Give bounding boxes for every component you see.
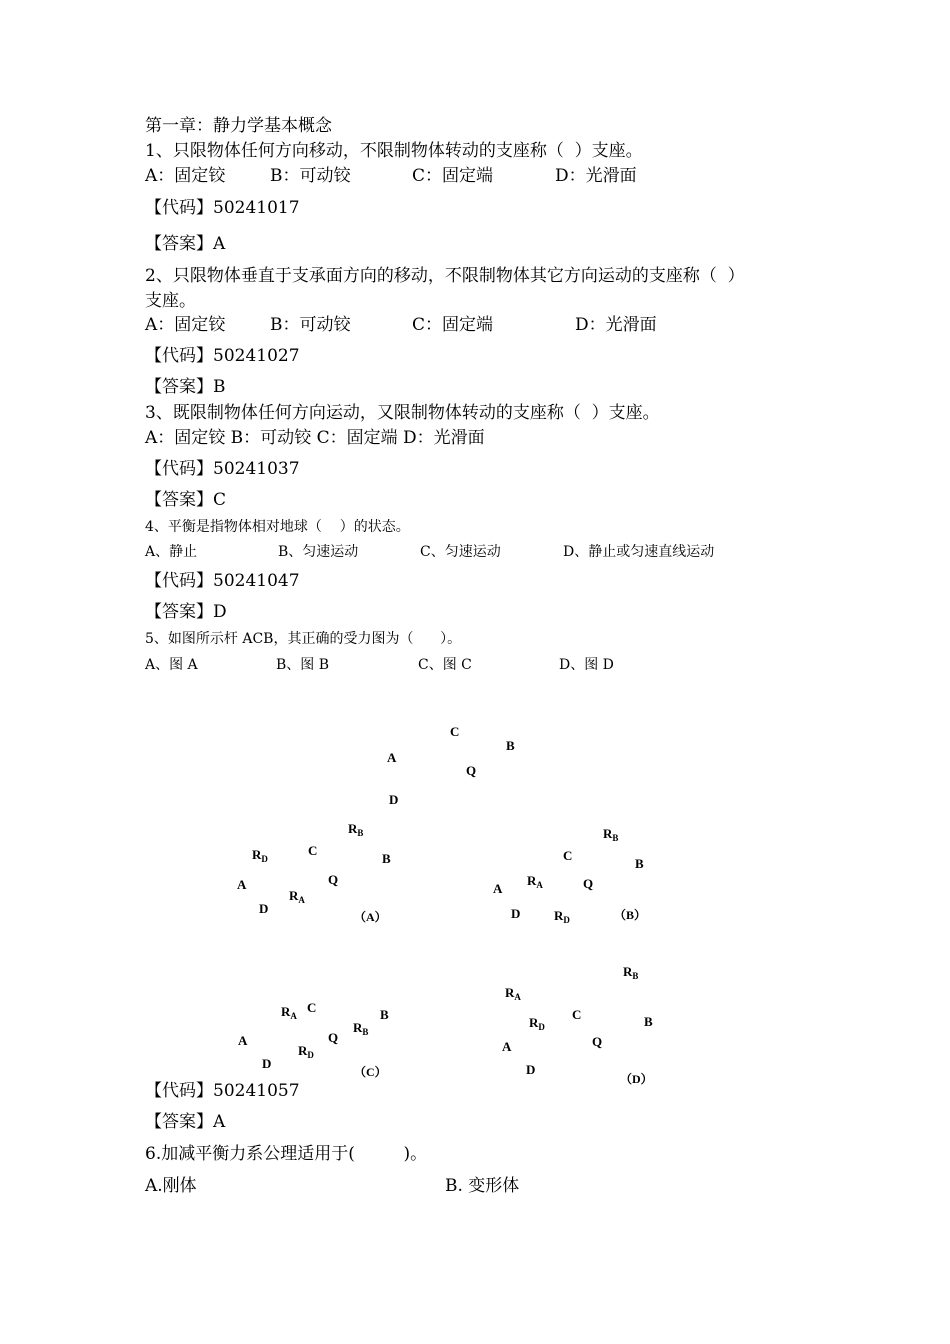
q6-option-b: B. 变形体 <box>445 1176 520 1196</box>
q4-code: 【代码】50241047 <box>145 571 300 591</box>
q2-option-d: D：光滑面 <box>575 315 657 335</box>
label-c: C <box>450 724 460 739</box>
caption-b: （B） <box>614 908 647 922</box>
label-d: D <box>259 901 269 916</box>
q2-option-c: C：固定端 <box>412 315 494 335</box>
label-b: B <box>506 738 515 753</box>
label-d: D <box>262 1056 272 1071</box>
label-a: A <box>387 750 397 765</box>
label-b: B <box>380 1007 389 1022</box>
label-c: C <box>308 843 318 858</box>
q4-option-b: B、匀速运动 <box>278 544 359 560</box>
q1-option-b: B：可动铰 <box>270 166 351 186</box>
label-rd: $R_D$ <box>554 908 570 925</box>
label-d: D <box>511 906 521 921</box>
q3-answer: 【答案】C <box>145 490 227 510</box>
q1-text: 1、只限物体任何方向移动，不限制物体转动的支座称（ ）支座。 <box>145 141 643 161</box>
label-ra: $R_A$ <box>505 985 521 1002</box>
q2-text-line1: 2、只限物体垂直于支承面方向的移动，不限制物体其它方向运动的支座称（ ） <box>145 266 745 286</box>
label-rb: $R_B$ <box>603 826 619 843</box>
q5-option-a: A、图 A <box>145 657 198 673</box>
label-c: C <box>307 1000 317 1015</box>
q3-text: 3、既限制物体任何方向运动，又限制物体转动的支座称（ ）支座。 <box>145 403 660 423</box>
q6-text: 6.加减平衡力系公理适用于( )。 <box>145 1144 428 1164</box>
label-rd: $R_D$ <box>252 847 268 864</box>
label-q: Q <box>328 1030 339 1045</box>
label-a: A <box>502 1039 512 1054</box>
q6-option-a: A.刚体 <box>145 1176 197 1196</box>
q4-answer: 【答案】D <box>145 602 227 622</box>
q5-answer: 【答案】A <box>145 1112 226 1132</box>
label-q: Q <box>592 1034 603 1049</box>
label-b: B <box>635 856 644 871</box>
label-ra: $R_A$ <box>281 1004 297 1021</box>
label-q: Q <box>583 876 594 891</box>
label-rb: $R_B$ <box>348 821 364 838</box>
label-a: A <box>493 881 503 896</box>
q2-text-line2: 支座。 <box>145 291 196 311</box>
q5-option-d: D、图 D <box>559 657 614 673</box>
q2-answer: 【答案】B <box>145 377 226 397</box>
q1-option-d: D：光滑面 <box>555 166 637 186</box>
q5-code: 【代码】50241057 <box>145 1081 300 1101</box>
label-rd: $R_D$ <box>298 1043 314 1060</box>
q2-code: 【代码】50241027 <box>145 346 300 366</box>
q4-option-d: D、静止或匀速直线运动 <box>563 544 715 560</box>
q2-option-a: A：固定铰 <box>145 315 226 335</box>
caption-c: （C） <box>354 1065 387 1079</box>
q5-option-b: B、图 B <box>276 657 330 673</box>
q4-text: 4、平衡是指物体相对地球（ ）的状态。 <box>145 519 410 535</box>
label-rb: $R_B$ <box>353 1020 369 1037</box>
label-rb: $R_B$ <box>623 964 639 981</box>
q1-option-c: C：固定端 <box>412 166 494 186</box>
q2-option-b: B：可动铰 <box>270 315 351 335</box>
label-c: C <box>563 848 573 863</box>
caption-a: （A） <box>354 910 387 924</box>
label-d: D <box>389 792 399 807</box>
label-a: A <box>238 1033 248 1048</box>
label-ra: $R_A$ <box>289 888 305 905</box>
q1-code: 【代码】50241017 <box>145 198 300 218</box>
q4-option-c: C、匀速运动 <box>420 544 501 560</box>
label-a: A <box>237 877 247 892</box>
caption-d: （D） <box>620 1072 653 1086</box>
label-ra: $R_A$ <box>527 873 543 890</box>
label-q: Q <box>466 763 477 778</box>
label-b: B <box>644 1014 653 1029</box>
q1-option-a: A：固定铰 <box>145 166 226 186</box>
q5-option-c: C、图 C <box>418 657 472 673</box>
label-c: C <box>572 1007 582 1022</box>
chapter-title: 第一章：静力学基本概念 <box>145 116 332 136</box>
label-rd: $R_D$ <box>529 1015 545 1032</box>
q3-options: A：固定铰 B：可动铰 C：固定端 D：光滑面 <box>145 428 485 448</box>
label-d: D <box>526 1062 536 1077</box>
label-q: Q <box>328 872 339 887</box>
q4-option-a: A、静止 <box>145 544 198 560</box>
q5-text: 5、如图所示杆 ACB，其正确的受力图为（ ）。 <box>145 631 462 647</box>
q1-answer: 【答案】A <box>145 234 226 254</box>
label-b: B <box>382 851 391 866</box>
q3-code: 【代码】50241037 <box>145 459 300 479</box>
